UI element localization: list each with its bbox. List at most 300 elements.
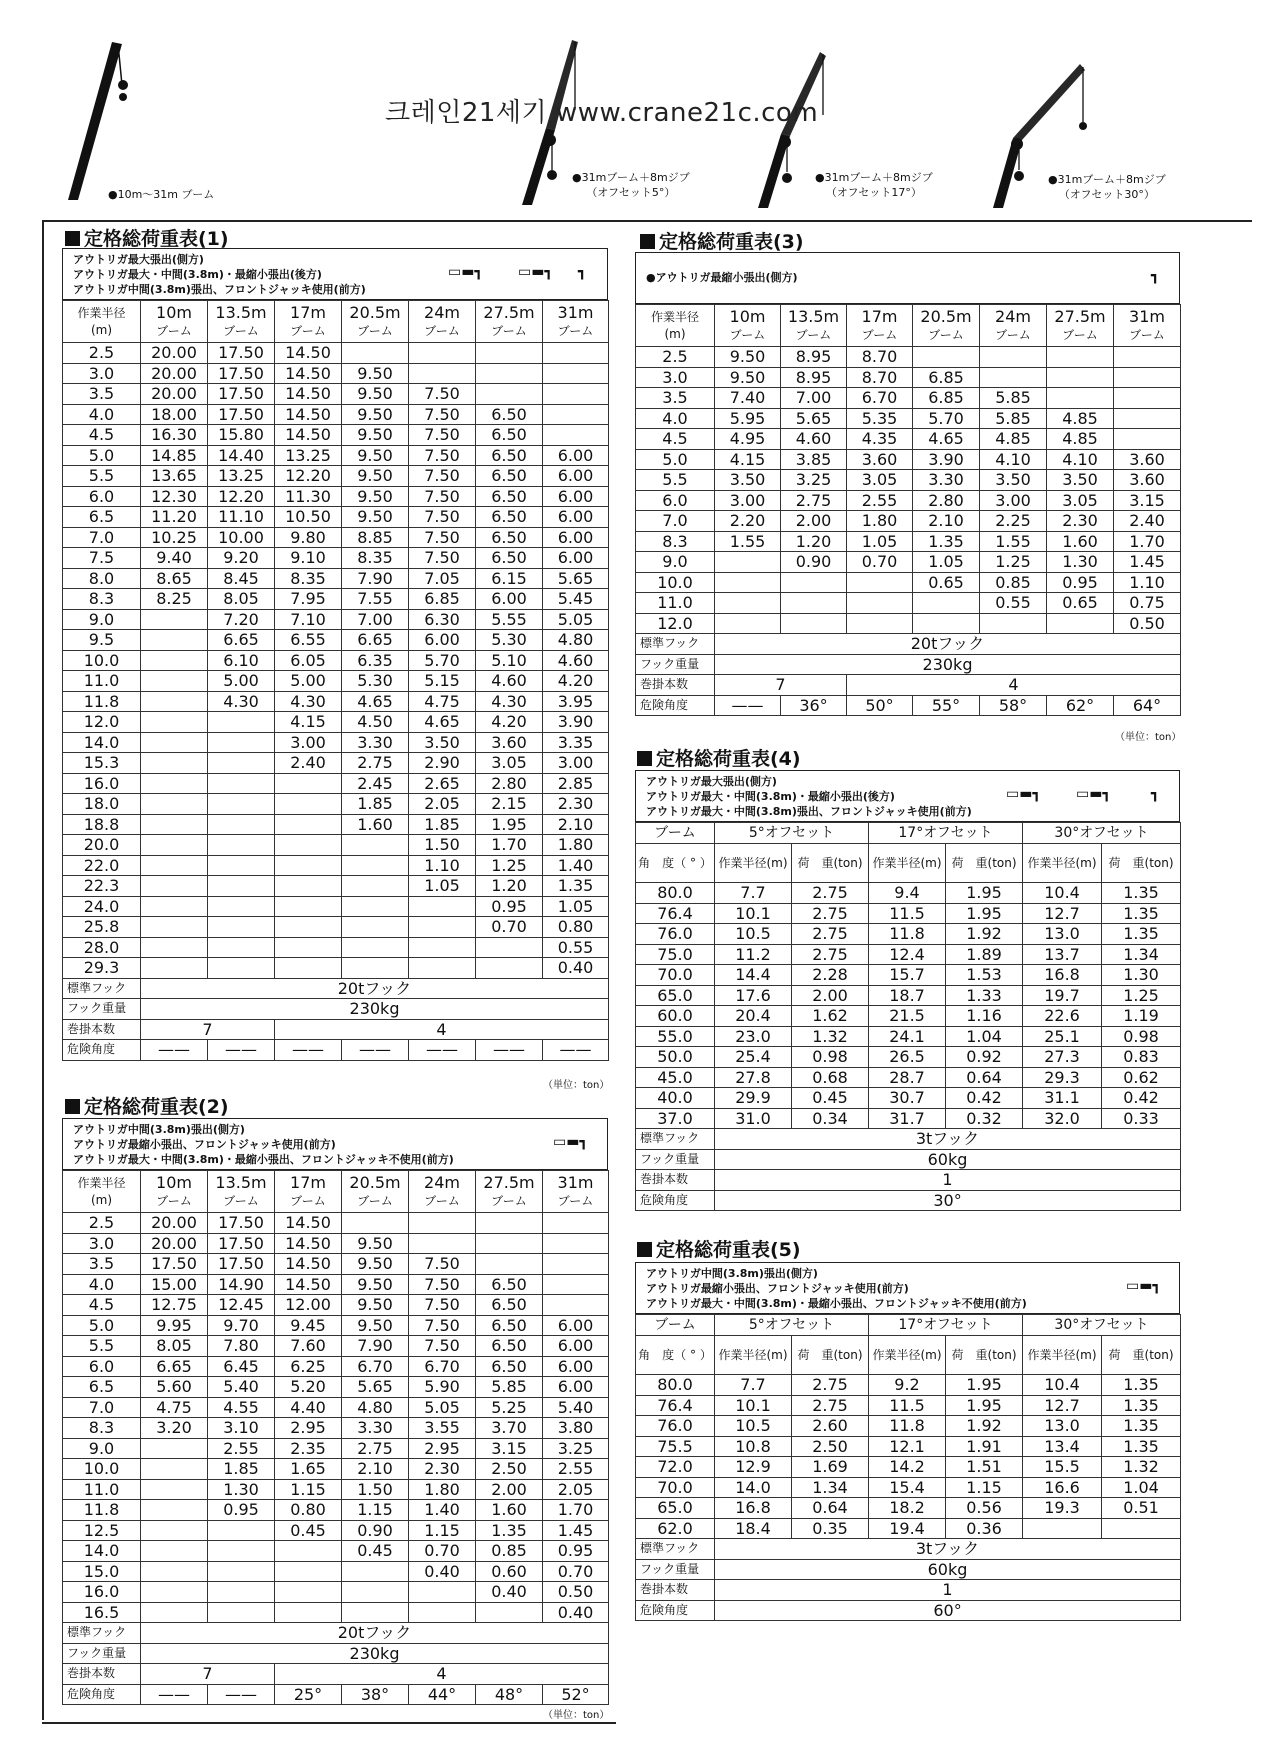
load-cell: 6.00 <box>476 589 543 610</box>
load-cell: 2.55 <box>847 490 913 511</box>
load-cell: 1.95 <box>946 883 1023 904</box>
table-row <box>63 794 609 815</box>
table-row <box>63 1561 609 1582</box>
load-cell: 4.30 <box>208 691 275 712</box>
load-cell: 14.50 <box>275 1213 342 1234</box>
load-cell: 14.50 <box>275 343 342 364</box>
radius-unit: (m) <box>766 855 788 870</box>
angle-cell: 50.0 <box>636 1047 715 1068</box>
radius-cell: 8.3 <box>63 1418 141 1439</box>
load-cell: 1.55 <box>715 531 781 552</box>
load-cell: 10.00 <box>208 527 275 548</box>
table-row <box>636 613 1181 634</box>
angle-cell: 45.0 <box>636 1067 715 1088</box>
load-cell: 3.90 <box>543 712 609 733</box>
reeving-value: 4 <box>847 675 1181 696</box>
radius-unit: (m) <box>1075 1347 1097 1362</box>
danger-angle-value: —— <box>409 1040 476 1061</box>
danger-angle-value: —— <box>208 1040 275 1061</box>
load-cell: 1.15 <box>946 1477 1023 1498</box>
load-cell <box>141 650 208 671</box>
load-cell <box>1114 347 1181 368</box>
table-row <box>63 835 609 856</box>
table-row <box>63 343 609 364</box>
table2-unit: （単位：ton） <box>543 1710 610 1721</box>
load-cell <box>980 367 1047 388</box>
radius-cell: 18.7 <box>869 985 946 1006</box>
outrigger-front-icon: ┓ <box>578 264 587 280</box>
radius-cell: 12.0 <box>63 712 141 733</box>
load-cell <box>141 937 208 958</box>
radius-cell: 27.3 <box>1023 1047 1102 1068</box>
radius-cell: 4.5 <box>636 429 715 450</box>
radius-cell: 15.5 <box>1023 1457 1102 1478</box>
radius-header <box>715 844 792 883</box>
header-row <box>63 1171 609 1213</box>
load-cell: 3.35 <box>543 732 609 753</box>
load-cell: 6.00 <box>543 486 609 507</box>
boom-word: ブーム <box>357 324 393 338</box>
radius-header <box>869 1336 946 1375</box>
load-cell <box>342 855 409 876</box>
load-cell: 9.50 <box>342 507 409 528</box>
angle-unit: （ ° ） <box>674 1347 712 1362</box>
danger-angle-label: 危険角度 <box>63 1684 141 1705</box>
load-cell <box>275 773 342 794</box>
load-cell: 2.75 <box>792 1395 869 1416</box>
radius-cell: 14.4 <box>715 965 792 986</box>
load-cell: 5.10 <box>476 650 543 671</box>
load-cell: 1.35 <box>1102 924 1181 945</box>
radius-cell: 4.0 <box>636 408 715 429</box>
table-row <box>63 1500 609 1521</box>
hook-weight-label: フック重量 <box>636 1559 715 1580</box>
load-cell: 0.68 <box>792 1067 869 1088</box>
load-cell: 2.80 <box>913 490 980 511</box>
danger-angle-value: 38° <box>342 1684 409 1705</box>
load-cell: 9.50 <box>342 1295 409 1316</box>
load-cell <box>208 937 275 958</box>
load-cell <box>409 363 476 384</box>
radius-cell: 32.0 <box>1023 1108 1102 1129</box>
load-cell: 6.00 <box>543 445 609 466</box>
outrigger-front-icon: ▭▬┓ <box>1126 1278 1161 1294</box>
load-cell <box>913 347 980 368</box>
load-cell: 7.80 <box>208 1336 275 1357</box>
load-cell <box>543 384 609 405</box>
hook-weight-row <box>63 1643 609 1664</box>
load-cell <box>275 1582 342 1603</box>
outrigger-side-icon: ▭▬┓ <box>448 264 483 280</box>
load-cell <box>847 613 913 634</box>
reeving-value: 1 <box>715 1580 1181 1601</box>
load-cell: 3.25 <box>543 1438 609 1459</box>
load-cell: 9.50 <box>342 1233 409 1254</box>
boom-word: ブーム <box>928 328 964 342</box>
radius-cell: 12.1 <box>869 1436 946 1457</box>
boom-word: ブーム <box>156 1194 192 1208</box>
boom-length: 20.5m <box>349 303 401 322</box>
radius-cell: 31.1 <box>1023 1088 1102 1109</box>
angle-cell: 72.0 <box>636 1457 715 1478</box>
boom-length-header <box>1114 305 1181 347</box>
load-cell: 6.00 <box>543 527 609 548</box>
radius-cell: 9.5 <box>63 630 141 651</box>
radius-cell: 2.5 <box>63 343 141 364</box>
table-row <box>63 548 609 569</box>
load-cell <box>476 937 543 958</box>
radius-unit: (m) <box>1075 855 1097 870</box>
load-cell: 4.35 <box>847 429 913 450</box>
load-cell <box>141 855 208 876</box>
load-cell: 6.50 <box>476 507 543 528</box>
load-cell <box>342 835 409 856</box>
angle-cell: 70.0 <box>636 1477 715 1498</box>
load-cell: 3.30 <box>342 732 409 753</box>
radius-cell: 26.5 <box>869 1047 946 1068</box>
load-cell: 8.70 <box>847 367 913 388</box>
load-cell: 3.20 <box>141 1418 208 1439</box>
boom-length-header <box>275 301 342 343</box>
table-row <box>636 408 1181 429</box>
load-cell: 1.15 <box>409 1520 476 1541</box>
load-cell: 0.64 <box>792 1498 869 1519</box>
load-cell <box>141 794 208 815</box>
load-cell: 9.45 <box>275 1315 342 1336</box>
load-cell <box>275 917 342 938</box>
reeving-row <box>636 675 1181 696</box>
boom-word: ブーム <box>357 1194 393 1208</box>
load-cell: 6.00 <box>543 1315 609 1336</box>
load-cell: 2.55 <box>543 1459 609 1480</box>
table2-grid <box>62 1170 609 1705</box>
load-cell: 1.51 <box>946 1457 1023 1478</box>
load-cell <box>208 773 275 794</box>
load-cell: 7.50 <box>409 527 476 548</box>
boom-length-header <box>476 301 543 343</box>
table-row <box>63 1356 609 1377</box>
radius-header <box>1023 1336 1102 1375</box>
load-cell: 3.15 <box>476 1438 543 1459</box>
load-cell: 20.00 <box>141 1233 208 1254</box>
load-cell: 6.50 <box>476 486 543 507</box>
angle-cell: 76.4 <box>636 903 715 924</box>
radius-cell: 4.0 <box>63 1274 141 1295</box>
load-cell: 2.60 <box>792 1416 869 1437</box>
load-cell: 2.75 <box>781 490 847 511</box>
load-cell: 1.40 <box>543 855 609 876</box>
outrigger-rear-icon: ▭▬┓ <box>1076 786 1111 802</box>
load-cell <box>409 1582 476 1603</box>
load-cell <box>980 613 1047 634</box>
boom-word: ブーム <box>995 328 1031 342</box>
load-cell: 1.30 <box>1047 552 1114 573</box>
boom-length: 20.5m <box>920 307 972 326</box>
load-cell: 1.95 <box>476 814 543 835</box>
load-cell: 2.15 <box>476 794 543 815</box>
radius-cell: 6.0 <box>63 1356 141 1377</box>
load-header <box>792 844 869 883</box>
table-row <box>636 903 1181 924</box>
load-cell: 5.60 <box>141 1377 208 1398</box>
hook-weight-label: フック重量 <box>63 999 141 1020</box>
load-cell: 0.51 <box>1102 1498 1181 1519</box>
danger-angle-value: —— <box>476 1040 543 1061</box>
load-cell: 13.25 <box>275 445 342 466</box>
radius-cell: 7.7 <box>715 1375 792 1396</box>
load-cell: 9.50 <box>342 486 409 507</box>
load-cell: 0.32 <box>946 1108 1023 1129</box>
load-cell: 1.50 <box>409 835 476 856</box>
load-unit: (ton) <box>1144 1347 1174 1362</box>
load-cell: 4.85 <box>1047 429 1114 450</box>
radius-header <box>63 301 141 343</box>
table-row <box>63 753 609 774</box>
reeving-value: 4 <box>275 1019 609 1040</box>
load-header <box>792 1336 869 1375</box>
load-cell: 2.50 <box>792 1436 869 1457</box>
load-cell: 6.50 <box>476 404 543 425</box>
hook-value: 20tフック <box>141 978 609 999</box>
load-cell: 1.35 <box>1102 1436 1181 1457</box>
radius-cell: 31.7 <box>869 1108 946 1129</box>
radius-cell: 10.1 <box>715 903 792 924</box>
load-cell: 7.40 <box>715 388 781 409</box>
load-cell <box>781 572 847 593</box>
load-cell: 1.55 <box>980 531 1047 552</box>
boom-word: ブーム <box>156 324 192 338</box>
load-cell <box>1047 367 1114 388</box>
load-cell: 17.50 <box>208 404 275 425</box>
angle-header <box>636 844 715 883</box>
table-row <box>63 691 609 712</box>
offset-header-row <box>636 823 1181 844</box>
angle-cell: 80.0 <box>636 1375 715 1396</box>
load-cell: 5.40 <box>208 1377 275 1398</box>
load-cell: 2.75 <box>792 903 869 924</box>
load-cell: 20.00 <box>141 384 208 405</box>
hook-weight-value: 60kg <box>715 1149 1181 1170</box>
boom-length: 17m <box>861 307 898 326</box>
load-cell: 6.70 <box>409 1356 476 1377</box>
table-row <box>63 1315 609 1336</box>
load-cell: 15.00 <box>141 1274 208 1295</box>
hook-weight-value: 60kg <box>715 1559 1181 1580</box>
load-cell <box>141 753 208 774</box>
table2-title: 定格総荷重表(2) <box>65 1092 229 1119</box>
radius-cell: 4.0 <box>63 404 141 425</box>
load-cell: 2.75 <box>342 1438 409 1459</box>
table2-conditions: アウトリガ中間(3.8m)張出(側方) アウトリガ最縮小張出、フロントジャッキ使用(前方) アウトリガ最大・中間(3.8m)・最縮小張出、フロントジャッキ不使用(前方) ▭▬┓ <box>62 1118 608 1170</box>
load-label: 荷 重 <box>797 1347 834 1362</box>
load-cell: 4.50 <box>342 712 409 733</box>
reeving-label: 巻掛本数 <box>63 1019 141 1040</box>
radius-cell: 29.3 <box>1023 1067 1102 1088</box>
load-cell <box>141 732 208 753</box>
offset-header: 17°オフセット <box>869 1315 1023 1336</box>
load-cell <box>141 1582 208 1603</box>
load-cell: 2.95 <box>409 1438 476 1459</box>
load-cell: 1.04 <box>946 1026 1023 1047</box>
table-row <box>63 814 609 835</box>
radius-cell: 4.5 <box>63 425 141 446</box>
radius-unit: (m) <box>920 1347 942 1362</box>
load-cell: 9.10 <box>275 548 342 569</box>
boom-length: 17m <box>290 1173 326 1192</box>
load-cell: 14.50 <box>275 384 342 405</box>
danger-angle-value: —— <box>275 1040 342 1061</box>
load-cell <box>409 896 476 917</box>
load-cell: 7.50 <box>409 425 476 446</box>
table-row <box>63 1274 609 1295</box>
load-cell <box>208 712 275 733</box>
load-cell: 3.85 <box>781 449 847 470</box>
radius-cell: 16.0 <box>63 773 141 794</box>
load-cell: 9.50 <box>715 367 781 388</box>
radius-cell: 11.8 <box>869 924 946 945</box>
load-cell: 4.20 <box>476 712 543 733</box>
load-cell: 17.50 <box>208 343 275 364</box>
load-cell <box>141 671 208 692</box>
radius-cell: 13.7 <box>1023 944 1102 965</box>
load-cell: 1.95 <box>946 1395 1023 1416</box>
radius-unit: (m) <box>90 322 113 337</box>
boom-word: ブーム <box>1129 328 1165 342</box>
load-cell <box>141 691 208 712</box>
radius-cell: 7.0 <box>63 1397 141 1418</box>
load-cell: 11.10 <box>208 507 275 528</box>
boom-word: ブーム <box>223 1194 259 1208</box>
boom-length-header <box>141 1171 208 1213</box>
load-cell <box>409 1602 476 1623</box>
load-cell: 2.75 <box>792 883 869 904</box>
boom-length: 24m <box>424 1173 460 1192</box>
boom-length: 10m <box>729 307 766 326</box>
load-cell: 2.10 <box>342 1459 409 1480</box>
load-cell <box>141 917 208 938</box>
radius-cell: 3.5 <box>636 388 715 409</box>
load-cell: 2.05 <box>543 1479 609 1500</box>
load-cell <box>715 552 781 573</box>
load-cell: 11.20 <box>141 507 208 528</box>
load-cell <box>543 363 609 384</box>
load-cell: 1.69 <box>792 1457 869 1478</box>
radius-cell: 19.3 <box>1023 1498 1102 1519</box>
load-cell <box>141 1459 208 1480</box>
load-cell <box>141 835 208 856</box>
radius-cell: 3.5 <box>63 1254 141 1275</box>
hook-value: 20tフック <box>715 634 1181 655</box>
load-cell: 5.30 <box>476 630 543 651</box>
header-row <box>636 305 1181 347</box>
load-cell: 6.10 <box>208 650 275 671</box>
load-cell: 0.95 <box>476 896 543 917</box>
load-cell: 0.40 <box>543 958 609 979</box>
load-cell: 8.45 <box>208 568 275 589</box>
load-cell: 3.70 <box>476 1418 543 1439</box>
table-row <box>63 1541 609 1562</box>
radius-cell: 19.4 <box>869 1518 946 1539</box>
load-cell: 1.32 <box>1102 1457 1181 1478</box>
load-cell: 0.60 <box>476 1561 543 1582</box>
radius-cell: 10.5 <box>715 1416 792 1437</box>
load-cell: 0.42 <box>1102 1088 1181 1109</box>
load-cell: 9.50 <box>342 384 409 405</box>
boom-length-header <box>342 1171 409 1213</box>
load-cell: 3.30 <box>913 470 980 491</box>
hook-row <box>636 1539 1181 1560</box>
reeving-value: 7 <box>715 675 847 696</box>
boom-word: ブーム <box>424 324 460 338</box>
radius-cell: 22.3 <box>63 876 141 897</box>
radius-header <box>63 1171 141 1213</box>
load-cell: 2.30 <box>409 1459 476 1480</box>
load-cell: 1.19 <box>1102 1006 1181 1027</box>
load-cell <box>476 343 543 364</box>
load-cell: 14.50 <box>275 1233 342 1254</box>
load-cell <box>543 1233 609 1254</box>
load-cell: 0.40 <box>476 1582 543 1603</box>
load-cell: 17.50 <box>208 1233 275 1254</box>
load-cell: 4.60 <box>543 650 609 671</box>
load-cell <box>208 1561 275 1582</box>
boom-length-header <box>781 305 847 347</box>
load-cell <box>1102 1518 1181 1539</box>
load-cell: 6.45 <box>208 1356 275 1377</box>
radius-cell: 13.0 <box>1023 924 1102 945</box>
radius-cell: 14.2 <box>869 1457 946 1478</box>
load-cell: 6.85 <box>913 388 980 409</box>
radius-cell: 12.5 <box>63 1520 141 1541</box>
radius-cell: 10.1 <box>715 1395 792 1416</box>
boom-length: 10m <box>156 303 192 322</box>
load-unit: (ton) <box>833 855 863 870</box>
load-cell: 1.25 <box>1102 985 1181 1006</box>
boom-length: 31m <box>557 303 594 322</box>
load-cell: 1.89 <box>946 944 1023 965</box>
load-cell: 4.15 <box>715 449 781 470</box>
load-cell: 9.95 <box>141 1315 208 1336</box>
hook-row <box>636 1129 1181 1150</box>
load-cell: 2.85 <box>543 773 609 794</box>
boom-word: ブーム <box>290 1194 326 1208</box>
reeving-row <box>63 1664 609 1685</box>
danger-angle-value: —— <box>141 1040 208 1061</box>
load-cell: 3.00 <box>275 732 342 753</box>
angle-cell: 65.0 <box>636 1498 715 1519</box>
table-row <box>636 552 1181 573</box>
load-cell <box>275 835 342 856</box>
table-row <box>63 876 609 897</box>
load-cell: 5.20 <box>275 1377 342 1398</box>
load-cell: 6.00 <box>409 630 476 651</box>
load-cell: 2.25 <box>980 511 1047 532</box>
load-cell: 6.65 <box>342 630 409 651</box>
load-cell: 1.16 <box>946 1006 1023 1027</box>
offset-header: 30°オフセット <box>1023 1315 1181 1336</box>
load-cell: 2.10 <box>913 511 980 532</box>
load-cell: 6.50 <box>476 527 543 548</box>
offset-header: 5°オフセット <box>715 1315 869 1336</box>
radius-cell: 5.0 <box>63 1315 141 1336</box>
table-row <box>63 1582 609 1603</box>
table-row <box>63 671 609 692</box>
load-cell: 9.50 <box>342 363 409 384</box>
load-cell: 3.50 <box>1047 470 1114 491</box>
radius-cell: 14.0 <box>715 1477 792 1498</box>
radius-cell: 5.5 <box>63 1336 141 1357</box>
boom-length-header <box>208 301 275 343</box>
